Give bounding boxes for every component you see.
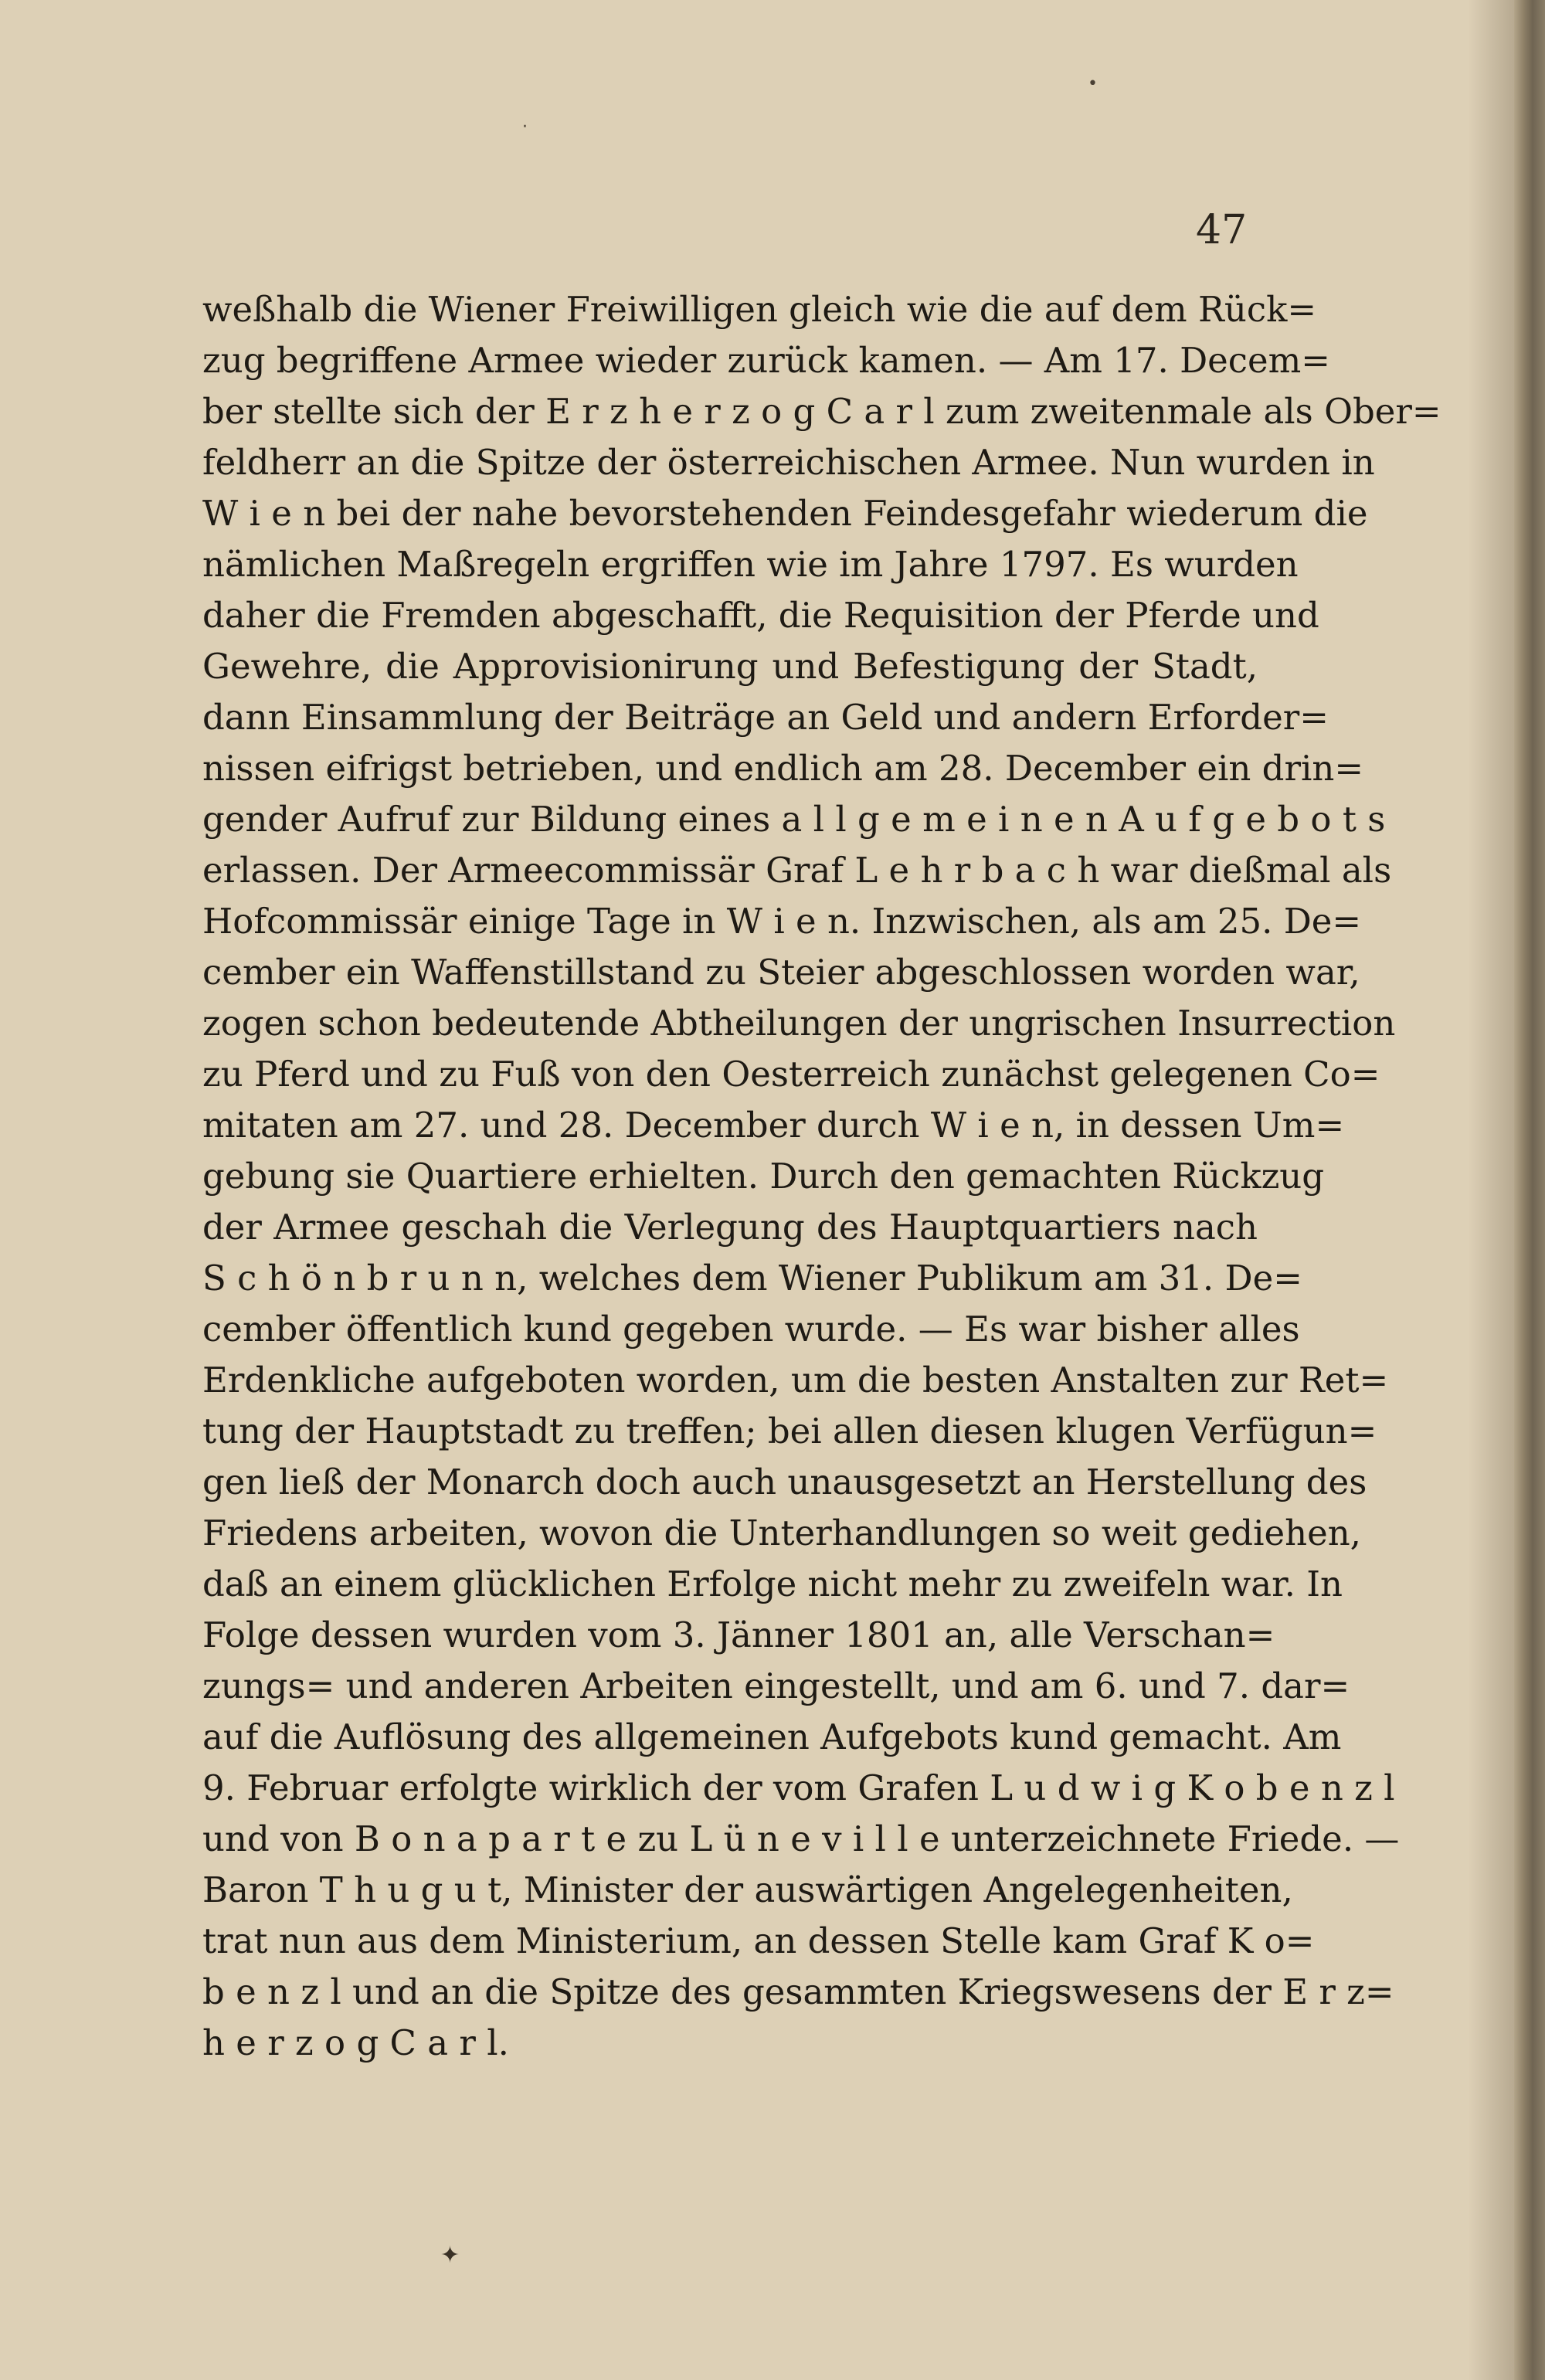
ink-speck: • — [1088, 74, 1098, 93]
text-line: Baron T h u g u t, Minister der auswärtigen Angelegenheiten, — [202, 1869, 1293, 1910]
text-line: 9. Februar erfolgte wirklich der vom Grafen L u d w i g K o b e n z l — [202, 1767, 1395, 1808]
text-line: ber stellte sich der E r z h e r z o g C a r l zum zweitenmale als Ober= — [202, 391, 1441, 432]
text-line: Gewehre, die Approvisionirung und Befestigung der Stadt, — [202, 646, 1258, 687]
text-line: Erdenkliche aufgeboten worden, um die besten Anstalten zur Ret= — [202, 1360, 1389, 1400]
text-line: nissen eifrigst betrieben, und endlich am 28. December ein drin= — [202, 748, 1364, 789]
text-line: Folge dessen wurden vom 3. Jänner 1801 an, alle Verschan= — [202, 1614, 1275, 1655]
text-line: h e r z o g C a r l. — [202, 2022, 509, 2063]
text-line: gender Aufruf zur Bildung eines a l l g e m e i n e n A u f g e b o t s — [202, 799, 1386, 840]
text-line: nämlichen Maßregeln ergriffen wie im Jahre 1797. Es wurden — [202, 544, 1299, 585]
text-line: der Armee geschah die Verlegung des Hauptquartiers nach — [202, 1207, 1258, 1248]
text-line: Friedens arbeiten, wovon die Unterhandlungen so weit gediehen, — [202, 1513, 1361, 1553]
text-line: tung der Hauptstadt zu treffen; bei allen diesen klugen Verfügun= — [202, 1411, 1377, 1451]
ink-speck: · — [522, 117, 528, 137]
text-line: zug begriffene Armee wieder zurück kamen. — Am 17. Decem= — [202, 340, 1331, 381]
page-gutter-shadow — [1468, 0, 1514, 2380]
body-text — [202, 284, 1441, 2069]
text-line: daher die Fremden abgeschafft, die Requisition der Pferde und — [202, 595, 1319, 636]
text-line: zogen schon bedeutende Abtheilungen der ungrischen Insurrection — [202, 1003, 1396, 1044]
text-line: gen ließ der Monarch doch auch unausgesetzt an Herstellung des — [202, 1462, 1367, 1502]
text-line: auf die Auflösung des allgemeinen Aufgebots kund gemacht. Am — [202, 1716, 1342, 1757]
text-line: W i e n bei der nahe bevorstehenden Feindesgefahr wiederum die — [202, 493, 1368, 534]
text-line: weßhalb die Wiener Freiwilligen gleich wie die auf dem Rück= — [202, 289, 1317, 330]
text-line: erlassen. Der Armeecommissär Graf L e h r b a c h war dießmal als — [202, 850, 1392, 891]
text-line: b e n z l und an die Spitze des gesammten Kriegswesens der E r z= — [202, 1971, 1394, 2012]
text-line: dann Einsammlung der Beiträge an Geld und andern Erforder= — [202, 697, 1329, 738]
text-line: feldherr an die Spitze der österreichischen Armee. Nun wurden in — [202, 442, 1375, 483]
text-line: gebung sie Quartiere erhielten. Durch den gemachten Rückzug — [202, 1156, 1325, 1197]
page-number: 47 — [1196, 207, 1248, 253]
text-line: Hofcommissär einige Tage in W i e n. Inzwischen, als am 25. De= — [202, 901, 1362, 942]
text-line: cember öffentlich kund gegeben wurde. — Es war bisher alles — [202, 1309, 1300, 1350]
text-line: zungs= und anderen Arbeiten eingestellt, und am 6. und 7. dar= — [202, 1665, 1350, 1706]
text-line: daß an einem glücklichen Erfolge nicht mehr zu zweifeln war. In — [202, 1563, 1343, 1604]
text-line: zu Pferd und zu Fuß von den Oesterreich zunächst gelegenen Co= — [202, 1054, 1380, 1095]
page-edge-stack — [1514, 0, 1545, 2380]
text-line: und von B o n a p a r t e zu L ü n e v i l l e unterzeichnete Friede. — — [202, 1818, 1400, 1859]
text-line: cember ein Waffenstillstand zu Steier abgeschlossen worden war, — [202, 952, 1360, 993]
ornament-mark: ✦ — [440, 2242, 460, 2269]
text-line: trat nun aus dem Ministerium, an dessen Stelle kam Graf K o= — [202, 1920, 1315, 1961]
text-line: S c h ö n b r u n n, welches dem Wiener Publikum am 31. De= — [202, 1258, 1302, 1299]
text-line: mitaten am 27. und 28. December durch W i e n, in dessen Um= — [202, 1105, 1345, 1146]
